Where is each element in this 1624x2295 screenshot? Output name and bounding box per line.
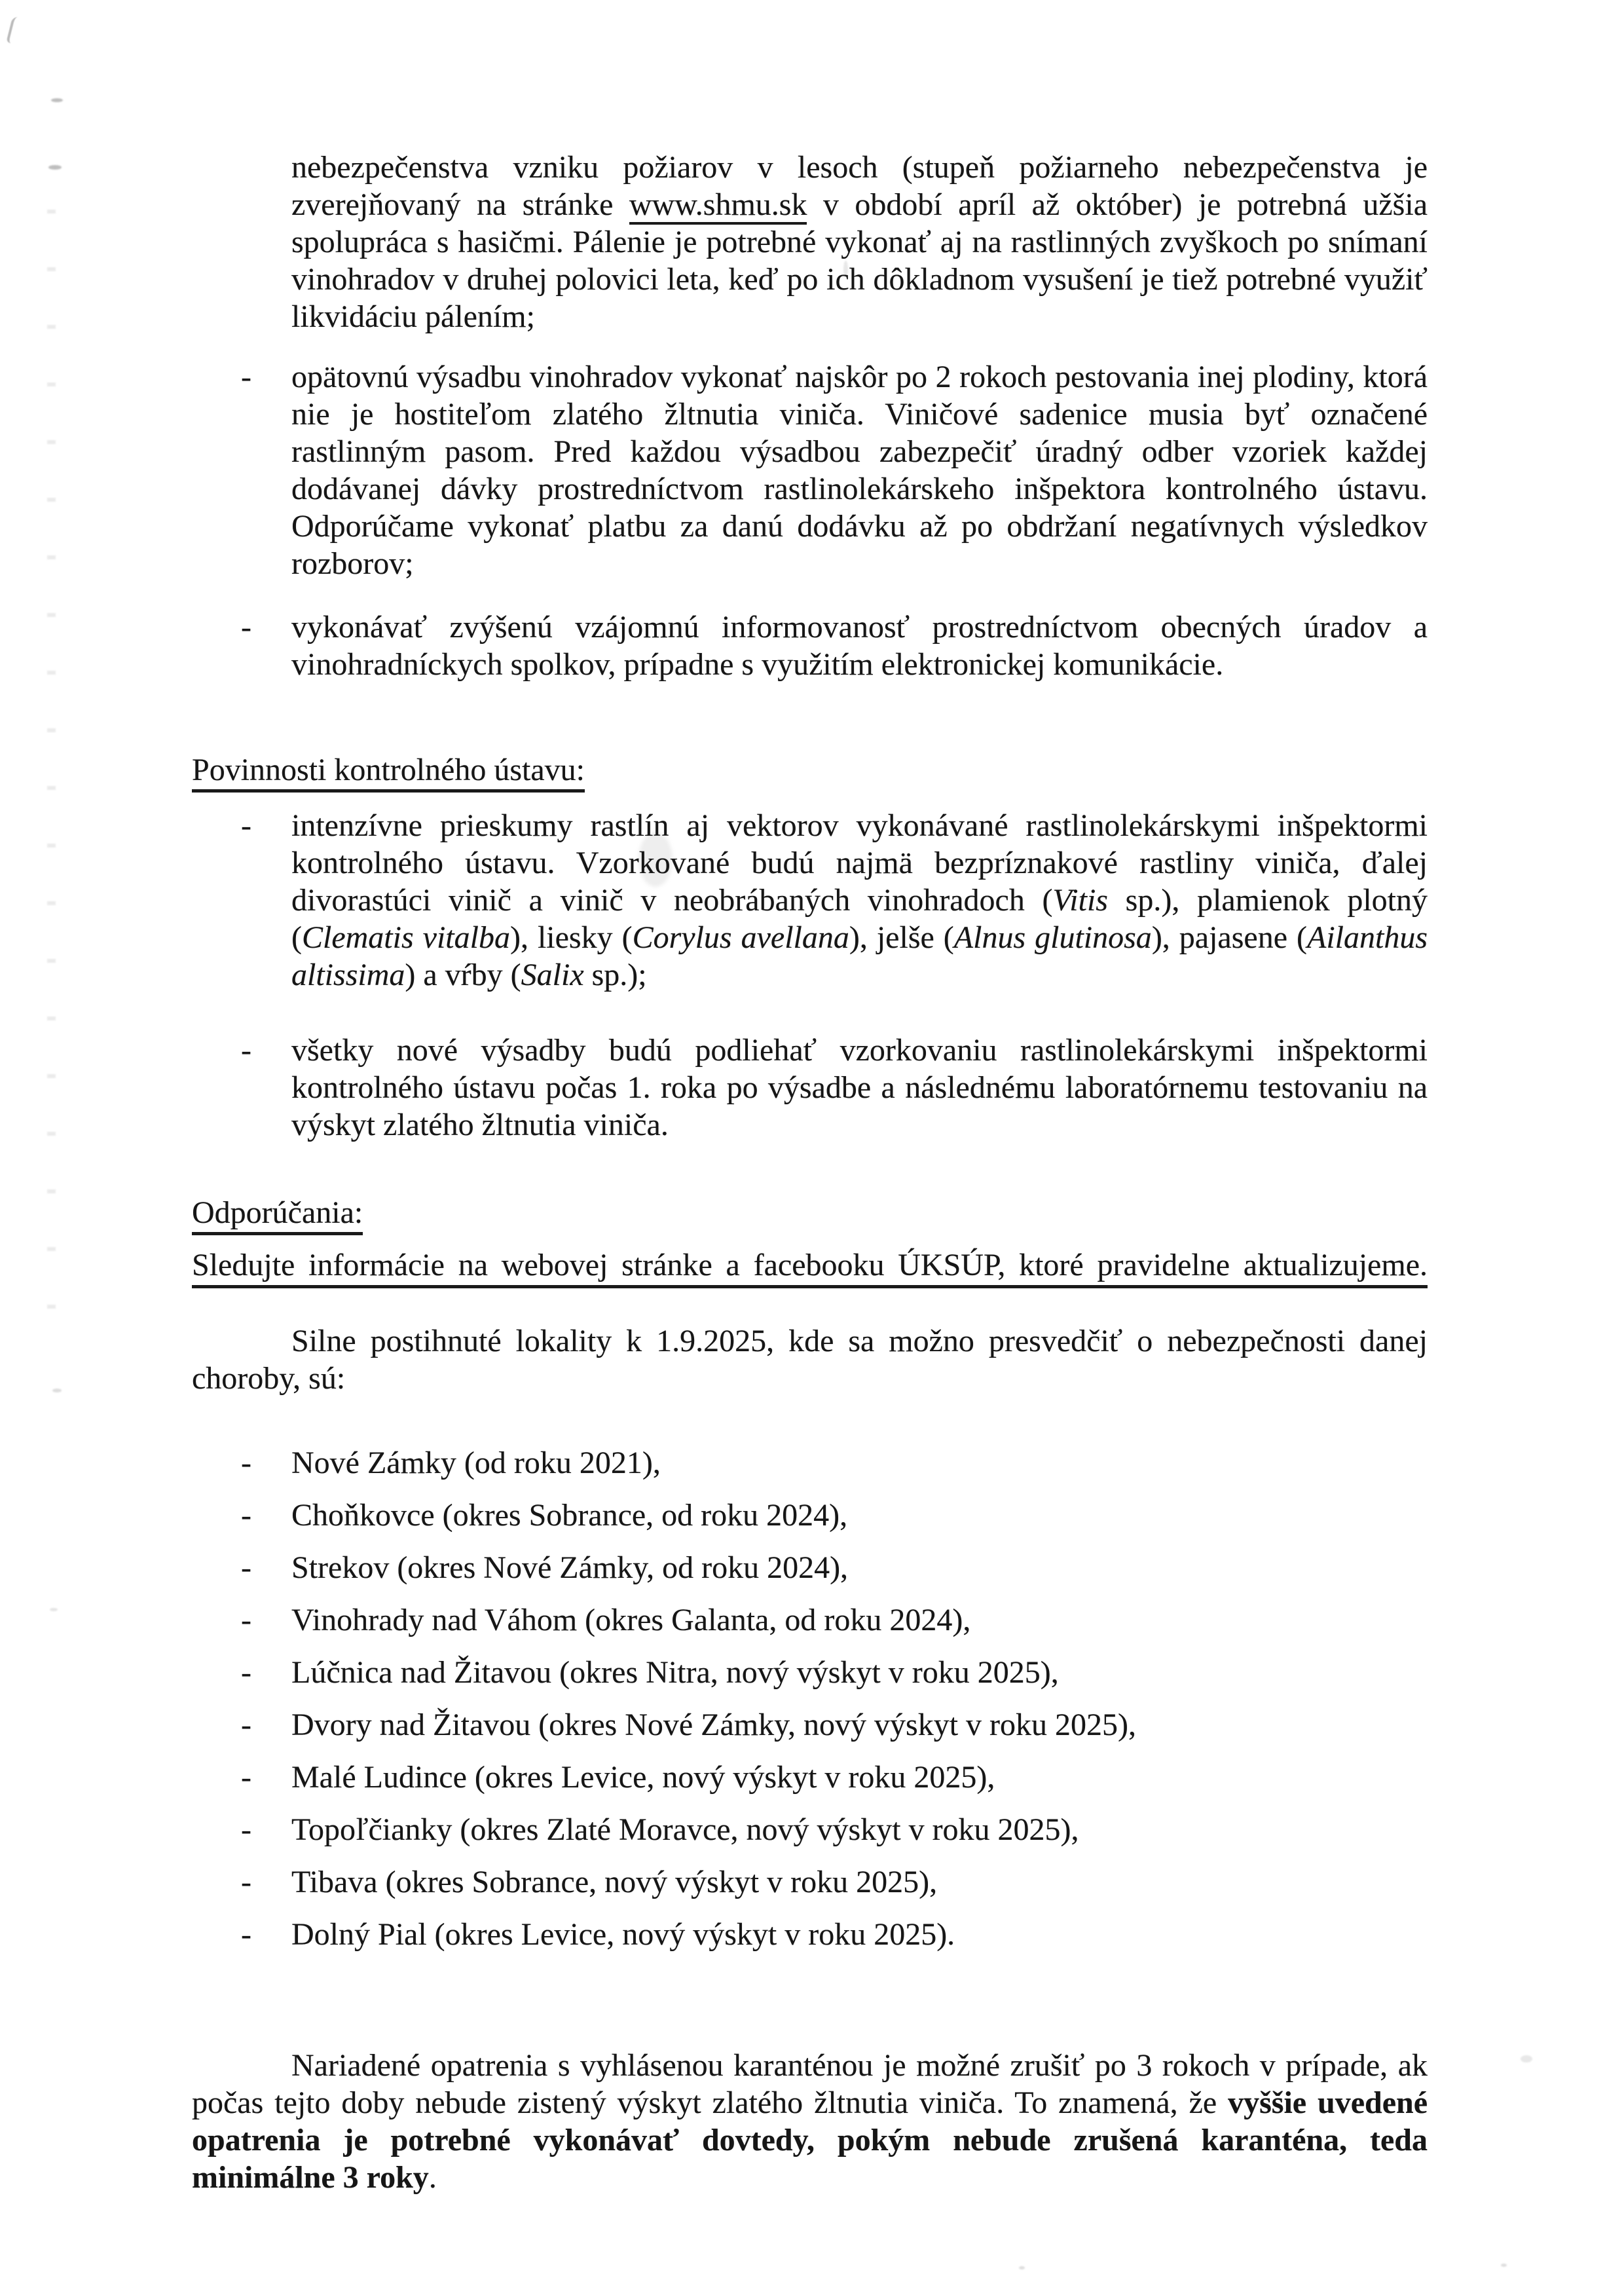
scan-artifact (1019, 2266, 1025, 2269)
intro-text-before-url: nebezpečenstva vzniku požiarov v lesoch (stupeň požiarneho nebezpečenstva je zverejňovaný na stránke (291, 150, 1428, 222)
shmu-url: www.shmu.sk (629, 187, 807, 225)
list-item-text: všetky nové výsadby budú podliehať vzorkovaniu rastlinolekárskymi inšpektormi kontrolného ústavu počas 1. roka po výsadbe a následnému laboratórnemu testovaniu na výskyt zlatého žltnutia viniča. (291, 1033, 1428, 1142)
list-item-surveys (192, 807, 1428, 994)
scan-artifact (48, 165, 62, 170)
closing-period: . (428, 2160, 437, 2195)
scan-artifact (52, 1389, 62, 1392)
follow-info-line (192, 1246, 1428, 1288)
bullet-dash: - (241, 1865, 251, 1899)
latin-name-ailanthus: Ailanthus altissima (291, 920, 1428, 992)
scan-artifact (1501, 2264, 1507, 2267)
bullet-dash: - (241, 1917, 251, 1952)
latin-name-vitis: Vitis (1052, 883, 1108, 918)
bullet-dash: - (241, 808, 251, 843)
locality-item (192, 1601, 1428, 1639)
list-item-text: vykonávať zvýšenú vzájomnú informovanosť prostredníctvom obecných úradov a vinohradníckych spolkov, prípadne s využitím elektronickej komunikácie. (291, 610, 1428, 682)
locality-text: Malé Ludince (okres Levice, nový výskyt v roku 2025), (291, 1760, 995, 1795)
closing-paragraph (192, 2047, 1428, 2196)
locality-item (192, 1654, 1428, 1691)
latin-name-clematis: Clematis vitalba (301, 920, 510, 955)
intro-paragraph (291, 149, 1428, 335)
surveys-text: ), jelše ( (849, 920, 954, 955)
locality-text: Vinohrady nad Váhom (okres Galanta, od roku 2024), (291, 1603, 971, 1637)
scan-artifact (1521, 2055, 1532, 2062)
surveys-text: ), pajasene ( (1151, 920, 1307, 955)
latin-name-corylus: Corylus avellana (632, 920, 849, 955)
odporucania-heading-text: Odporúčania: (192, 1195, 363, 1235)
locality-item (192, 1863, 1428, 1901)
locality-item (192, 1549, 1428, 1586)
locality-text: Topoľčianky (okres Zlaté Moravce, nový výskyt v roku 2025), (291, 1812, 1079, 1847)
locality-text: Dolný Pial (okres Levice, nový výskyt v roku 2025). (291, 1917, 955, 1952)
povinnosti-heading-text: Povinnosti kontrolného ústavu: (192, 753, 585, 793)
locality-text: Strekov (okres Nové Zámky, od roku 2024), (291, 1550, 849, 1585)
affected-localities-intro (192, 1322, 1428, 1397)
locality-text: Dvory nad Žitavou (okres Nové Zámky, nový výskyt v roku 2025), (291, 1707, 1136, 1742)
document-content (192, 149, 1428, 2196)
locality-text: Tibava (okres Sobrance, nový výskyt v roku 2025), (291, 1865, 938, 1899)
locality-text: Nové Zámky (od roku 2021), (291, 1446, 661, 1480)
list-item-communication (192, 608, 1428, 683)
latin-name-alnus: Alnus glutinosa (953, 920, 1152, 955)
list-item-text: opätovnú výsadbu vinohradov vykonať najskôr po 2 rokoch pestovania inej plodiny, ktorá nie je hostiteľom zlatého žltnutia viniča. Viničové sadenice musia byť označené rastlinným pasom. Pred každou výsadbou zabezpečiť úradný odber vzoriek každej dodávanej dávky prostredníctvom rastlinolekárskeho inšpektora kontrolného ústavu. Odporúčame vykonať platbu za danú dodávku až po obdržaní negatívnych výsledkov rozborov; (291, 360, 1428, 581)
bullet-dash: - (241, 610, 251, 644)
surveys-text: sp.); (583, 958, 647, 992)
bullet-dash: - (241, 1760, 251, 1795)
bullet-dash: - (241, 1033, 251, 1068)
povinnosti-list (192, 807, 1428, 1144)
localities-list (192, 1444, 1428, 1953)
bullet-dash: - (241, 1707, 251, 1742)
latin-name-salix: Salix (521, 958, 584, 992)
bullet-dash: - (241, 1812, 251, 1847)
bullet-dash: - (241, 1498, 251, 1533)
locality-item (192, 1444, 1428, 1482)
scan-artifact (47, 210, 56, 1310)
surveys-text: ) a vŕby ( (405, 958, 521, 992)
list-item-replanting (192, 358, 1428, 582)
locality-text: Choňkovce (okres Sobrance, od roku 2024), (291, 1498, 848, 1533)
bullet-dash: - (241, 1550, 251, 1585)
surveys-text: ), liesky ( (509, 920, 633, 955)
locality-item (192, 1811, 1428, 1848)
intro-text-after-url: v období apríl až október) je potrebná užšia spolupráca s hasičmi. Pálenie je potrebné vykonať aj na rastlinných zvyškoch po snímaní vinohradov v druhej polovici leta, keď po ich dôkladnom vysušení je tiež potrebné využiť likvidáciu pálením; (291, 187, 1428, 334)
surveys-text: intenzívne prieskumy rastlín aj vektorov vykonávané rastlinolekárskymi inšpektormi kontrolného ústavu. Vzorkované budú najmä bezpríznakové rastliny viniča, ďalej divorastúci vinič a vinič v neobrábaných vinohradoch ( (291, 808, 1428, 918)
follow-info-text: Sledujte informácie na webovej stránke a facebooku ÚKSÚP, ktoré pravidelne aktualizujeme. (192, 1248, 1428, 1282)
scan-artifact (50, 1608, 58, 1611)
odporucania-heading (192, 1194, 1428, 1231)
list-item-new-plantings (192, 1032, 1428, 1144)
scan-artifact (6, 17, 26, 43)
locality-item (192, 1497, 1428, 1534)
grower-obligations-list (192, 358, 1428, 683)
scan-artifact (51, 98, 63, 102)
affected-localities-intro-text: Silne postihnuté lokality k 1.9.2025, kde sa možno presvedčiť o nebezpečnosti danej choroby, sú: (192, 1324, 1428, 1396)
locality-item (192, 1759, 1428, 1796)
locality-item (192, 1706, 1428, 1744)
bullet-dash: - (241, 360, 251, 394)
surveys-text: sp.), plamienok plotný ( (291, 883, 1428, 955)
locality-text: Lúčnica nad Žitavou (okres Nitra, nový výskyt v roku 2025), (291, 1655, 1059, 1690)
povinnosti-heading (192, 751, 1428, 789)
bullet-dash: - (241, 1655, 251, 1690)
locality-item (192, 1916, 1428, 1953)
closing-text: Nariadené opatrenia s vyhlásenou karanténou je možné zrušiť po 3 rokoch v prípade, ak počas tejto doby nebude zistený výskyt zlatého žltnutia viniča. To znamená, že (192, 2048, 1428, 2120)
closing-text-bold: vyššie uvedené opatrenia je potrebné vykonávať dovtedy, pokým nebude zrušená karanténa, teda minimálne 3 roky (192, 2085, 1428, 2195)
bullet-dash: - (241, 1603, 251, 1637)
bullet-dash: - (241, 1446, 251, 1480)
